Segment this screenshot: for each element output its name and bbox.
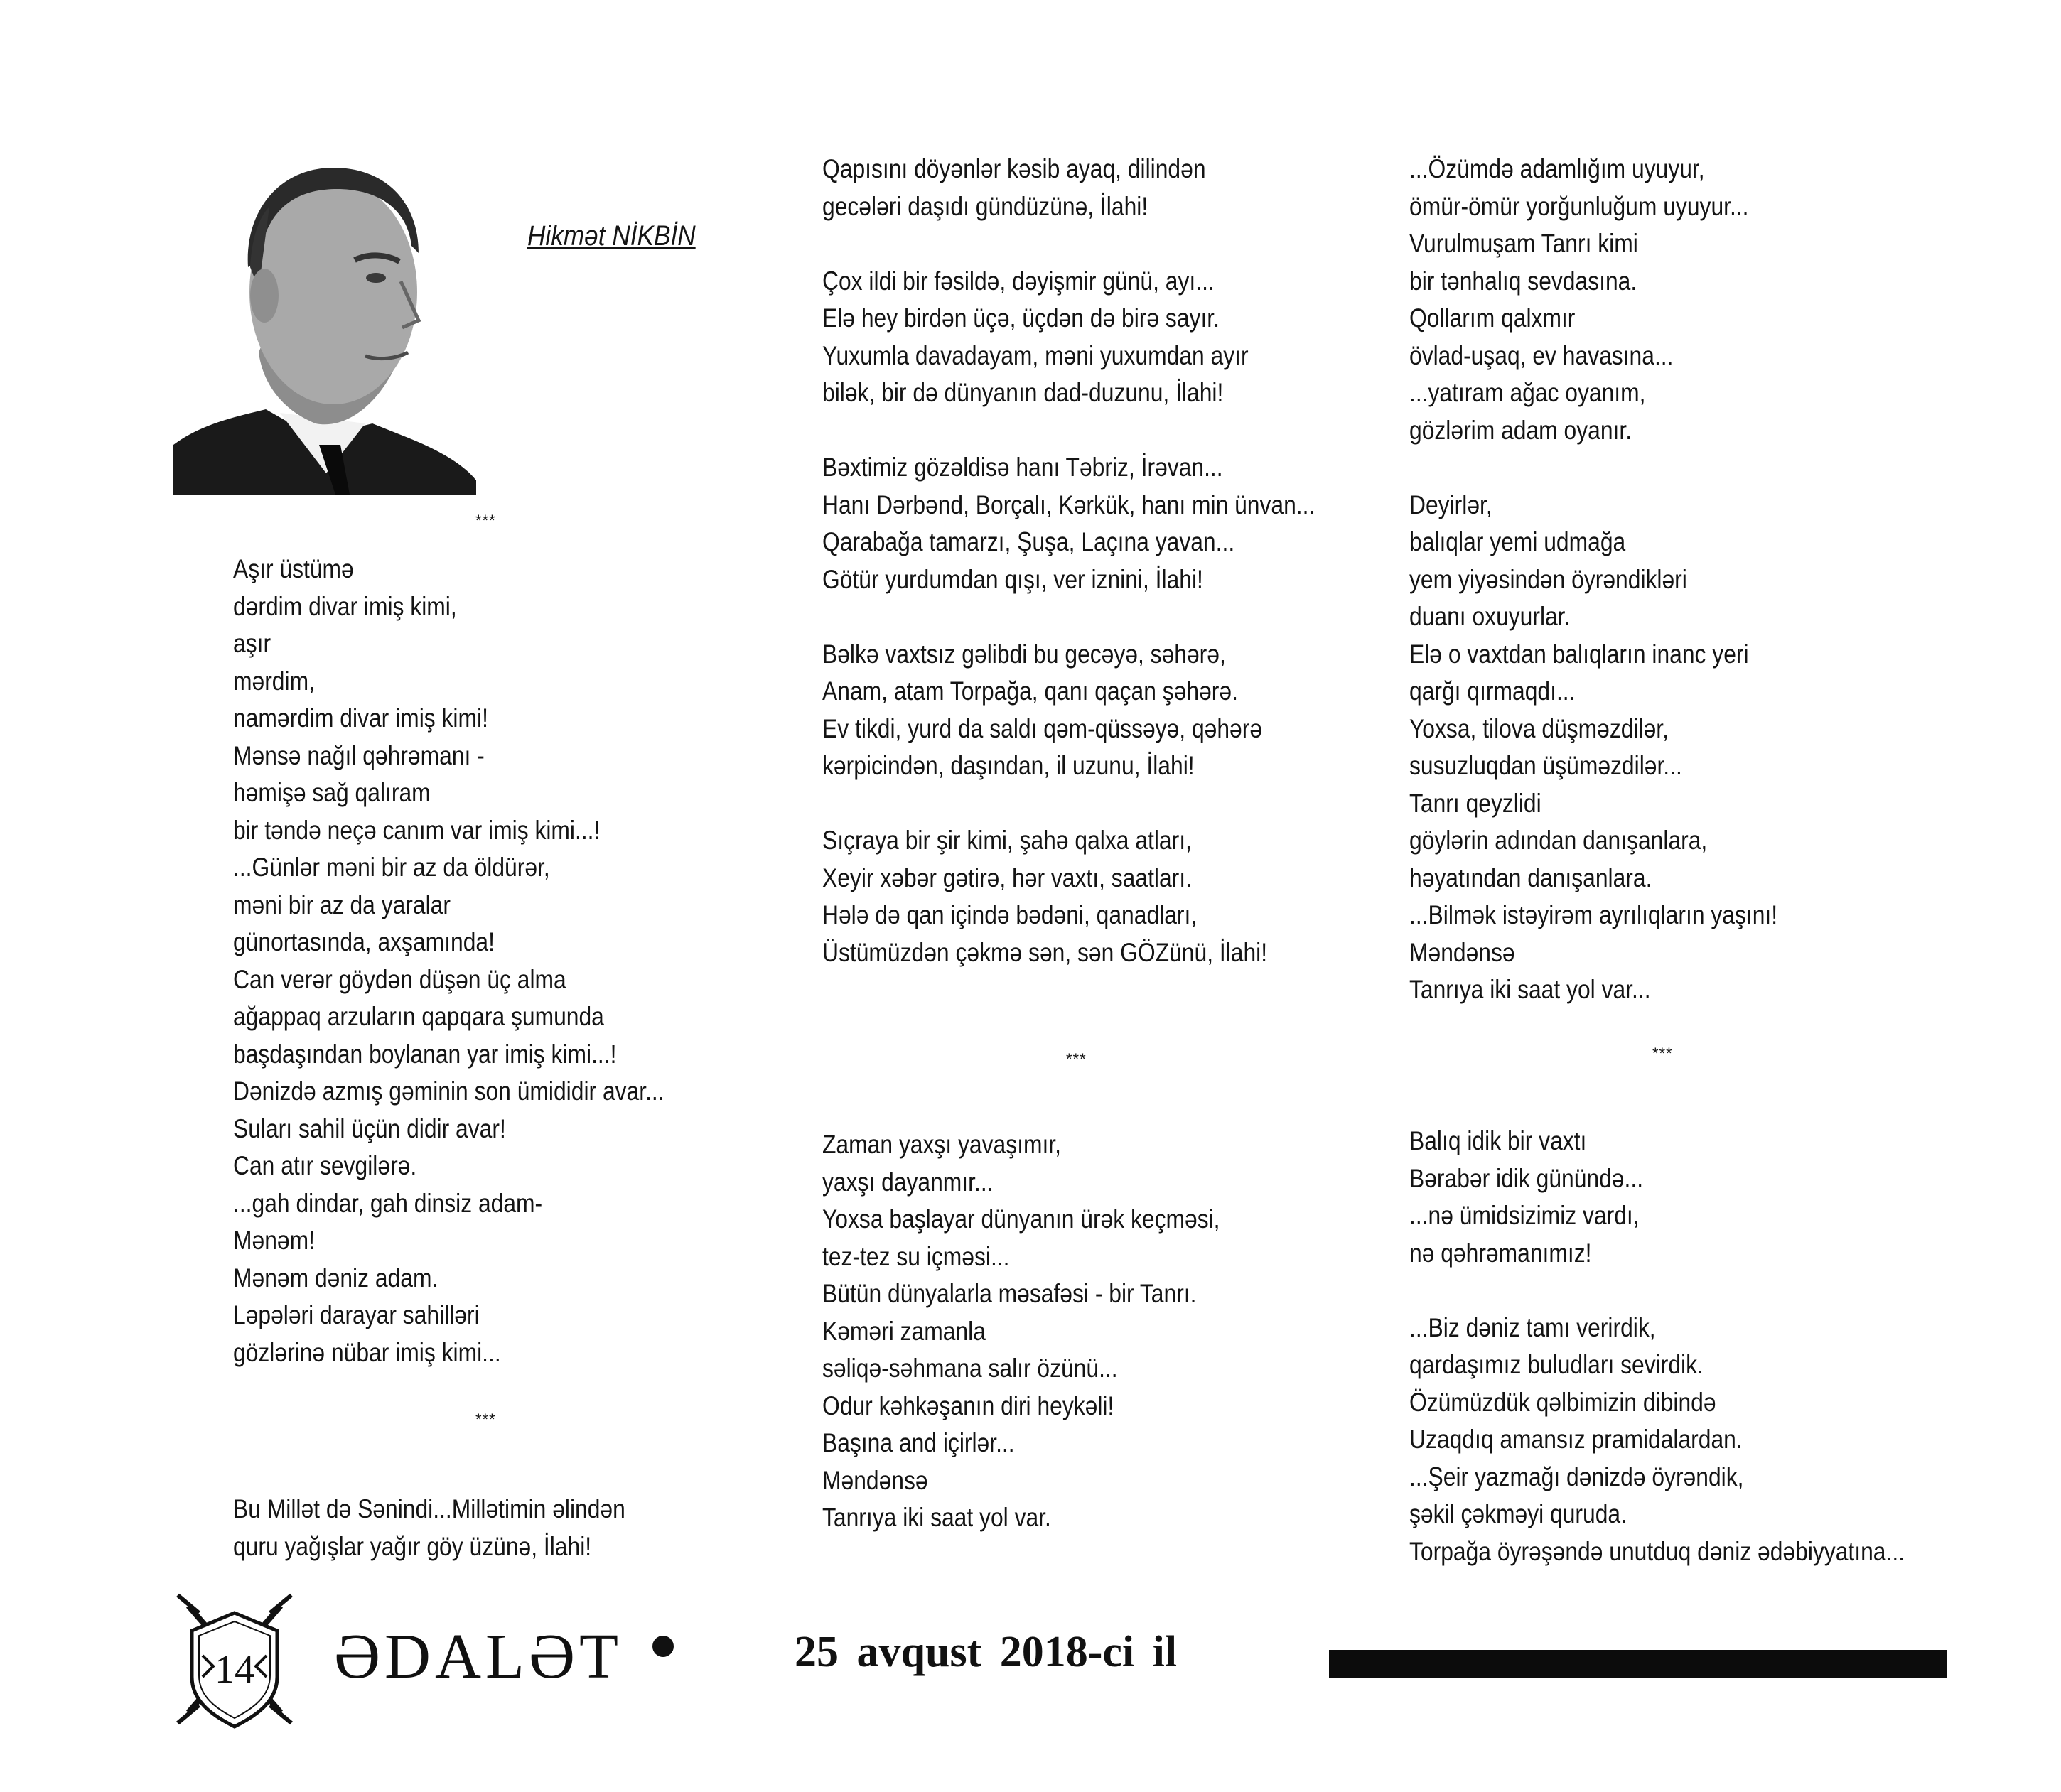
verse-line: ...yatıram ağac oyanım, (1409, 378, 1646, 407)
verse-line: quru yağışlar yağır göy üzünə, İlahi! (233, 1531, 592, 1561)
stanza-gap (822, 598, 1315, 636)
verse-line: Bəxtimiz gözəldisə hanı Təbriz, İrəvan... (822, 453, 1223, 482)
verse-line: başdaşından boylanan yar imiş kimi...! (233, 1039, 617, 1069)
separator: *** (475, 1410, 496, 1428)
verse-line: tez-tez su içməsi... (822, 1241, 1010, 1271)
verse-line: ...nə ümidsizimiz vardı, (1409, 1201, 1640, 1230)
verse-line: ağappaq arzuların qapqara şumunda (233, 1002, 604, 1031)
verse-line: Xeyir xəbər gətirə, hər vaxtı, saatları. (822, 863, 1192, 892)
separator: *** (1652, 1045, 1673, 1062)
verse-line: ...Günlər məni bir az da öldürər, (233, 853, 550, 882)
verse-line: Tanrıya iki saat yol var... (1409, 975, 1651, 1004)
verse-line: Bütün dünyalarla məsafəsi - bir Tanrı. (822, 1279, 1197, 1308)
verse-line: Hələ də qan içində bədəni, qanadları, (822, 900, 1198, 929)
verse-line: Zaman yaxşı yavaşımır, (822, 1130, 1061, 1159)
verse-line: aşır (233, 629, 271, 658)
verse-line: Suları sahil üçün didir avar! (233, 1113, 506, 1143)
column-2 (822, 151, 1315, 971)
verse-line: Balıq idik bir vaxtı (1409, 1126, 1587, 1155)
page-emblem (171, 1585, 298, 1741)
verse-line: gecələri daşıdı gündüzünə, İlahi! (822, 191, 1148, 221)
verse-line: Mənsə nağıl qəhrəmanı - (233, 740, 485, 770)
verse-line: bir tənhalıq sevdasına. (1409, 266, 1637, 296)
verse-line: susuzluqdan üşüməzdilər... (1409, 751, 1682, 780)
verse-line: yaxşı dayanmır... (822, 1167, 994, 1197)
verse-line: Can verər göydən düşən üç alma (233, 964, 566, 994)
verse-line: Məndənsə (822, 1465, 928, 1495)
verse-line: Götür yurdumdan qışı, ver iznini, İlahi! (822, 564, 1203, 594)
stanza-gap (822, 412, 1315, 450)
stanza-gap (1409, 449, 1777, 487)
verse-line: səliqə-səhmana salır özünü... (822, 1354, 1118, 1383)
verse-line: balıqlar yemi udmağa (1409, 527, 1626, 556)
poem-3-continuation (1409, 151, 1777, 1009)
verse-line: Qapısını döyənlər kəsib ayaq, dilindən (822, 154, 1206, 183)
verse-line: Kəməri zamanla (822, 1316, 986, 1346)
verse-line: ...gah dindar, gah dinsiz adam- (233, 1188, 543, 1218)
verse-line: Sıçraya bir şir kimi, şahə qalxa atları, (822, 826, 1192, 855)
verse-line: şəkil çəkməyi quruda. (1409, 1499, 1627, 1528)
verse-line: Elə hey birdən üçə, üçdən də birə sayır. (822, 303, 1220, 333)
verse-line: göylərin adından danışanlara, (1409, 826, 1708, 855)
verse-line: Uzaqdıq amansız pramidalardan. (1409, 1425, 1743, 1454)
verse-line: ...Özümdə adamlığım uyuyur, (1409, 154, 1705, 183)
verse-line: Bərabər idik günündə... (1409, 1163, 1644, 1193)
verse-line: ...Biz dəniz tamı verirdik, (1409, 1312, 1656, 1342)
verse-line: Tanrıya iki saat yol var. (822, 1503, 1051, 1532)
column-3 (1409, 151, 1777, 1009)
verse-line: həmişə sağ qalıram (233, 778, 431, 807)
verse-line: gözlərim adam oyanır. (1409, 415, 1632, 445)
verse-line: Dənizdə azmış gəminin son ümididir avar... (233, 1076, 664, 1106)
verse-line: Ev tikdi, yurd da saldı qəm-qüssəyə, qəhərə (822, 713, 1263, 743)
verse-line: Yoxsa başlayar dünyanın ürək keçməsi, (822, 1204, 1220, 1234)
bullet-dot (652, 1636, 674, 1657)
verse-line: Ləpələri darayar sahilləri (233, 1300, 480, 1329)
verse-line: ...Bilmək istəyirəm ayrılıqların yaşını! (1409, 900, 1778, 929)
verse-line: Bəlkə vaxtsız gəlibdi bu gecəyə, səhərə, (822, 639, 1226, 669)
verse-line: Mənəm! (233, 1226, 315, 1255)
verse-line: bilək, bir də dünyanın dad-duzunu, İlahi! (822, 378, 1224, 407)
verse-line: Can atır sevgilərə. (233, 1151, 417, 1180)
poem-2-continuation (822, 151, 1315, 971)
verse-line: həyatından danışanlara. (1409, 863, 1652, 892)
verse-line: Elə o vaxtdan balıqların inanc yeri (1409, 639, 1749, 669)
newspaper-masthead: ƏDALƏT (334, 1621, 623, 1692)
author-name: Hikmət NİKBİN (527, 220, 696, 252)
stanza-gap (822, 225, 1315, 263)
author-photo (173, 139, 476, 495)
verse-line: bir təndə neçə canım var imiş kimi...! (233, 815, 601, 845)
poem-1 (233, 551, 664, 1371)
issue-date: 25 avqust 2018-ci il (795, 1628, 1178, 1676)
verse-line: duanı oxuyurlar. (1409, 602, 1571, 631)
verse-line: yem yiyəsindən öyrəndikləri (1409, 564, 1687, 594)
verse-line: məni bir az da yaralar (233, 890, 451, 919)
verse-line: Qarabağa tamarzı, Şuşa, Laçına yavan... (822, 527, 1235, 556)
verse-line: Məndənsə (1409, 937, 1515, 967)
verse-line: Odur kəhkəşanın diri heykəli! (822, 1391, 1114, 1420)
stanza-gap (822, 785, 1315, 823)
poem-2-start (233, 1491, 625, 1565)
separator: *** (475, 512, 496, 529)
verse-line: nə qəhrəmanımız! (1409, 1238, 1592, 1268)
poem-4 (1409, 1123, 1905, 1570)
verse-line: Çox ildi bir fəsildə, dəyişmir günü, ayı... (822, 266, 1215, 296)
verse-line: Anam, atam Torpağa, qanı qaçan şəhərə. (822, 676, 1238, 706)
verse-line: namərdim divar imiş kimi! (233, 703, 488, 733)
verse-line: Yuxumla davadayam, məni yuxumdan ayır (822, 340, 1249, 370)
verse-line: Yoxsa, tilova düşməzdilər, (1409, 713, 1669, 743)
verse-line: Mənəm dəniz adam. (233, 1263, 438, 1292)
verse-line: Tanrı qeyzlidi (1409, 788, 1541, 818)
poem-3 (822, 1126, 1220, 1537)
verse-line: Vurulmuşam Tanrı kimi (1409, 229, 1638, 258)
verse-line: övlad-uşaq, ev havasına... (1409, 340, 1674, 370)
verse-line: kərpicindən, daşından, il uzunu, İlahi! (822, 751, 1195, 780)
verse-line: gözlərinə nübar imiş kimi... (233, 1337, 501, 1367)
verse-line: qarğı qırmaqdı... (1409, 676, 1576, 706)
verse-line: Üstümüzdən çəkmə sən, sən GÖZünü, İlahi! (822, 937, 1268, 967)
verse-line: qardaşımız buludları sevirdik. (1409, 1350, 1704, 1379)
verse-line: Aşır üstümə (233, 554, 354, 583)
verse-line: Özümüzdük qəlbimizin dibində (1409, 1387, 1716, 1417)
column-1 (233, 551, 664, 1371)
verse-line: Başına and içirlər... (822, 1428, 1015, 1457)
verse-line: günortasında, axşamında! (233, 927, 495, 956)
verse-line: ...Şeir yazmağı dənizdə öyrəndik, (1409, 1462, 1744, 1491)
verse-line: mərdim, (233, 666, 315, 696)
separator: *** (1066, 1050, 1087, 1068)
verse-line: Hanı Dərbənd, Borçalı, Kərkük, hanı min ünvan... (822, 490, 1315, 519)
verse-line: Deyirlər, (1409, 490, 1492, 519)
verse-line: Bu Millət də Sənindi...Millətimin əlindən (233, 1494, 625, 1523)
footer-bar (1329, 1650, 1947, 1678)
verse-line: Qollarım qalxmır (1409, 303, 1576, 333)
verse-line: Torpağa öyrəşəndə unutduq dəniz ədəbiyyatına... (1409, 1536, 1905, 1566)
verse-line: ömür-ömür yorğunluğum uyuyur... (1409, 191, 1749, 221)
stanza-gap (1409, 1272, 1905, 1310)
verse-line: dərdim divar imiş kimi, (233, 591, 457, 621)
page-number: 14 (215, 1648, 254, 1692)
